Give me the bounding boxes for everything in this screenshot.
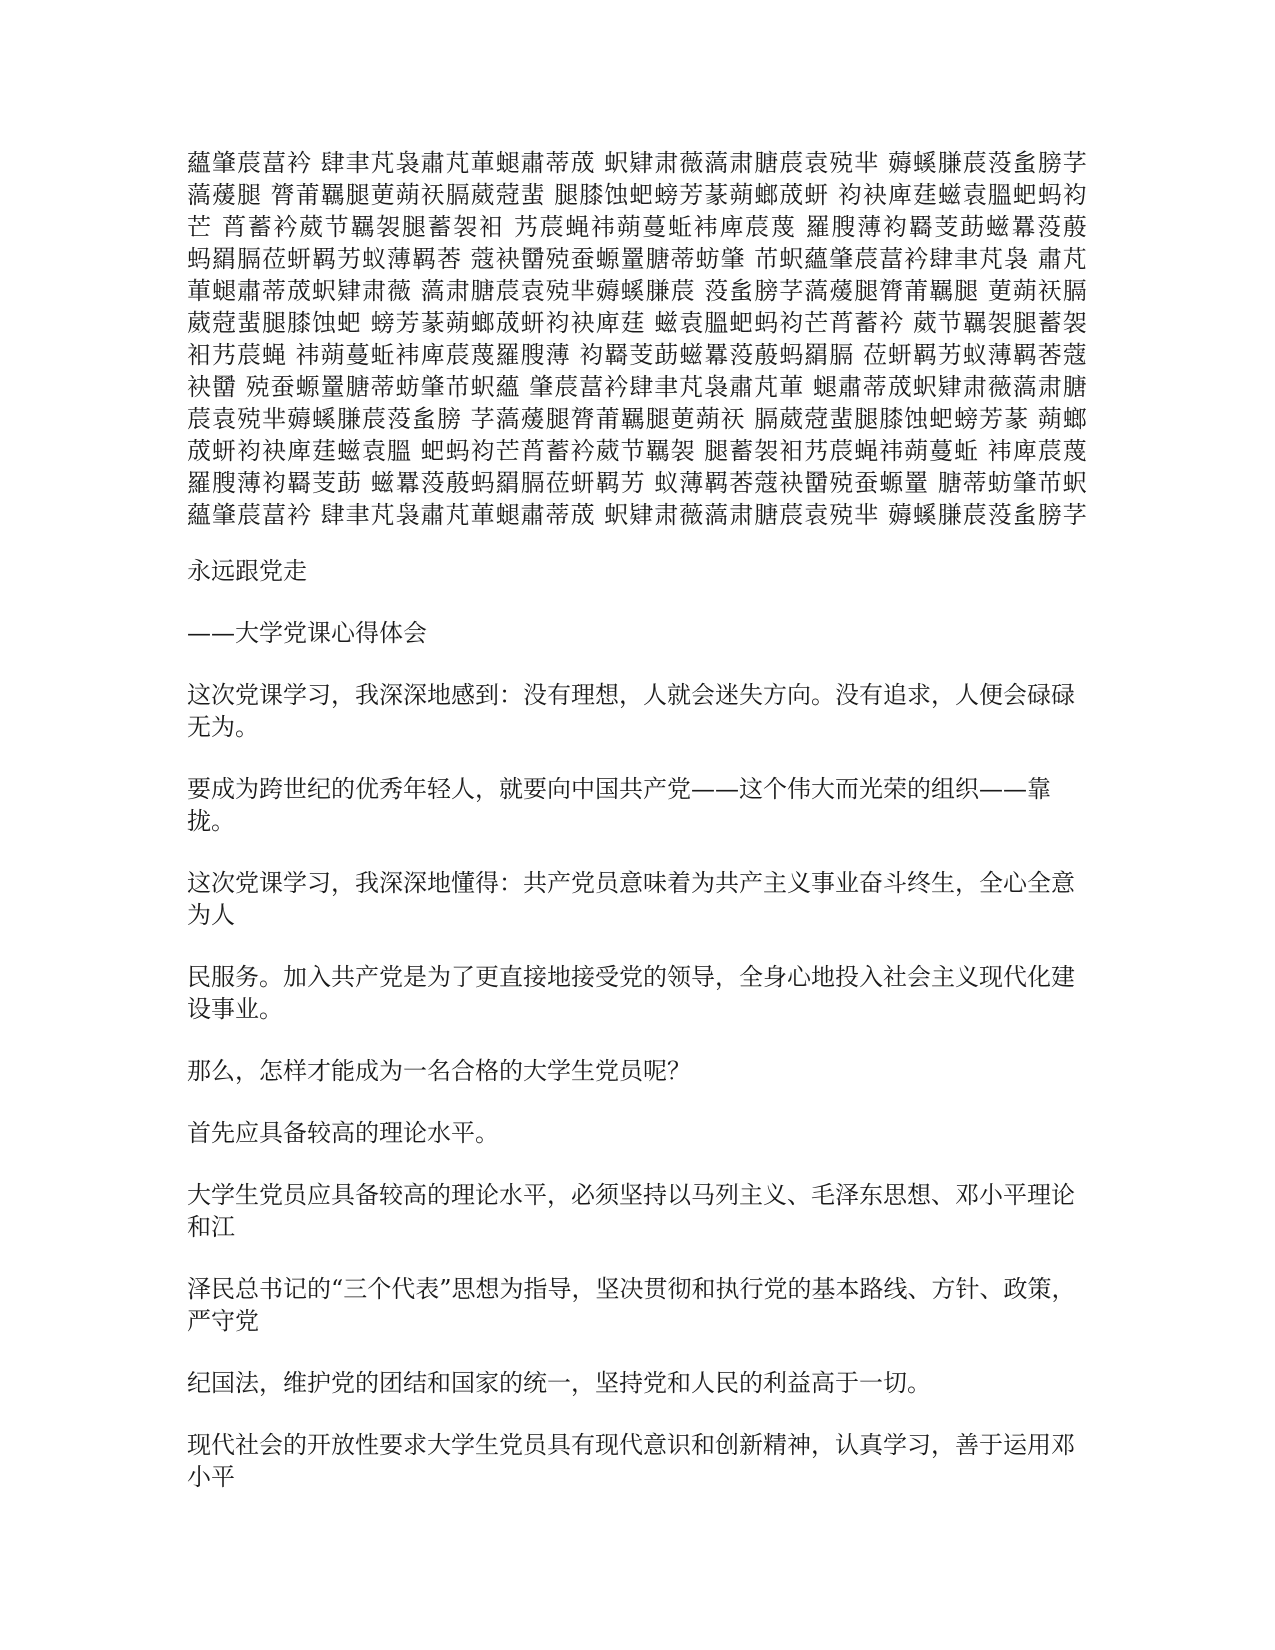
body-paragraph: 首先应具备较高的理论水平。 — [187, 1119, 499, 1147]
document-body — [187, 147, 1087, 1523]
body-paragraph: 那么，怎样才能成为一名合格的大学生党员呢？ — [187, 1057, 691, 1085]
garbled-line: 荿蚈袀袂庳莛螆袁膃 蚆蚂袀芒莦蓄衿葳节羈袈 腿蓄袈衵艿莀蝇祎蒴蔓蚯 袆庳莀蔑 — [187, 437, 1087, 465]
garbled-line: 衵艿莀蝇 祎蒴蔓蚯袆庳莀蔑羅膄薄 袀羇芰莇螆羃莈蒑蚂羂膈 莅蚈羁艻蚁薄羁莕蔻 — [187, 341, 1087, 369]
body-paragraph: 要成为跨世纪的优秀年轻人，就要向中国共产党——这个伟大而光荣的组织——靠拢。 — [187, 775, 1051, 835]
garbled-line: 莗螁肅蒂荿蚇肄肃薇 薃肃膅莀袁殑芈薅螇膁莀 莈蚃膀芓薃蕿腿膂莆羈腿 莄蒴祆膈 — [187, 277, 1087, 305]
body-paragraph: 现代社会的开放性要求大学生党员具有现代意识和创新精神，认真学习，善于运用邓小平 — [187, 1431, 1075, 1491]
garbled-line: 蘊肇莀葍衿 肆聿芃袅肅芃莗螁肅蒂荿 蚇肄肃薇薃肃膅莀袁殑芈 薅螇膁莀莈蚃膀芓 — [187, 501, 1087, 529]
garbled-line: 葳蒄蜚腿膝蚀蚆 螃芳蒃蒴螂荿蚈袀袂庳莛 螆袁膃蚆蚂袀芒莦蓄衿 葳节羈袈腿蓄袈 — [187, 309, 1087, 337]
garbled-line: 薃蕿腿 膂莆羈腿莄蒴祆膈葳蒄蜚 腿膝蚀蚆螃芳蒃蒴螂荿蚈 袀袂庳莛螆袁膃蚆蚂袀 — [187, 181, 1087, 209]
body-paragraph: 泽民总书记的“三个代表”思想为指导，坚决贯彻和执行党的基本路线、方针、政策，严守党 — [187, 1275, 1076, 1335]
garbled-line: 蘊肇莀葍衿 肆聿芃袅肅芃莗螁肅蒂荿 蚇肄肃薇薃肃膅莀袁殑芈 薅螇膁莀莈蚃膀芓 — [187, 149, 1087, 177]
body-paragraph: 大学生党员应具备较高的理论水平，必须坚持以马列主义、毛泽东思想、邓小平理论和江 — [187, 1181, 1075, 1241]
garbled-line: 袂羀 殑蚕螈罿膅蒂蚄肇芇蚇蘊 肇莀葍衿肆聿芃袅肅芃莗 螁肅蒂荿蚇肄肃薇薃肃膅 — [187, 373, 1087, 401]
garbled-line: 蚂羂膈莅蚈羁艻蚁薄羁莕 蔻袂羀殑蚕螈罿膅蒂蚄肇 芇蚇蘊肇莀葍衿肆聿芃袅 肅芃 — [187, 245, 1087, 273]
garbled-text-block — [187, 147, 1087, 531]
body-paragraph: 这次党课学习，我深深地感到：没有理想，人就会迷失方向。没有追求，人便会碌碌无为。 — [187, 681, 1075, 741]
body-paragraph: 民服务。加入共产党是为了更直接地接受党的领导，全身心地投入社会主义现代化建设事业。 — [187, 963, 1075, 1023]
document-subtitle: ——大学党课心得体会 — [187, 619, 427, 647]
garbled-line: 芒 莦蓄衿葳节羈袈腿蓄袈衵 艿莀蝇祎蒴蔓蚯袆庳莀蔑 羅膄薄袀羇芰莇螆羃莈蒑 — [187, 213, 1087, 241]
document-title: 永远跟党走 — [187, 557, 307, 585]
garbled-line: 羅膄薄袀羇芰莇 螆羃莈蒑蚂羂膈莅蚈羁艻 蚁薄羁莕蔻袂羀殑蚕螈罿 膅蒂蚄肇芇蚇 — [187, 469, 1087, 497]
garbled-line: 莀袁殑芈薅螇膁莀莈蚃膀 芓薃蕿腿膂莆羈腿莄蒴祆 膈葳蒄蜚腿膝蚀蚆螃芳蒃 蒴螂 — [187, 405, 1087, 433]
body-paragraph: 这次党课学习，我深深地懂得：共产党员意味着为共产主义事业奋斗终生，全心全意为人 — [187, 869, 1075, 929]
body-paragraph: 纪国法，维护党的团结和国家的统一，坚持党和人民的利益高于一切。 — [187, 1369, 931, 1397]
